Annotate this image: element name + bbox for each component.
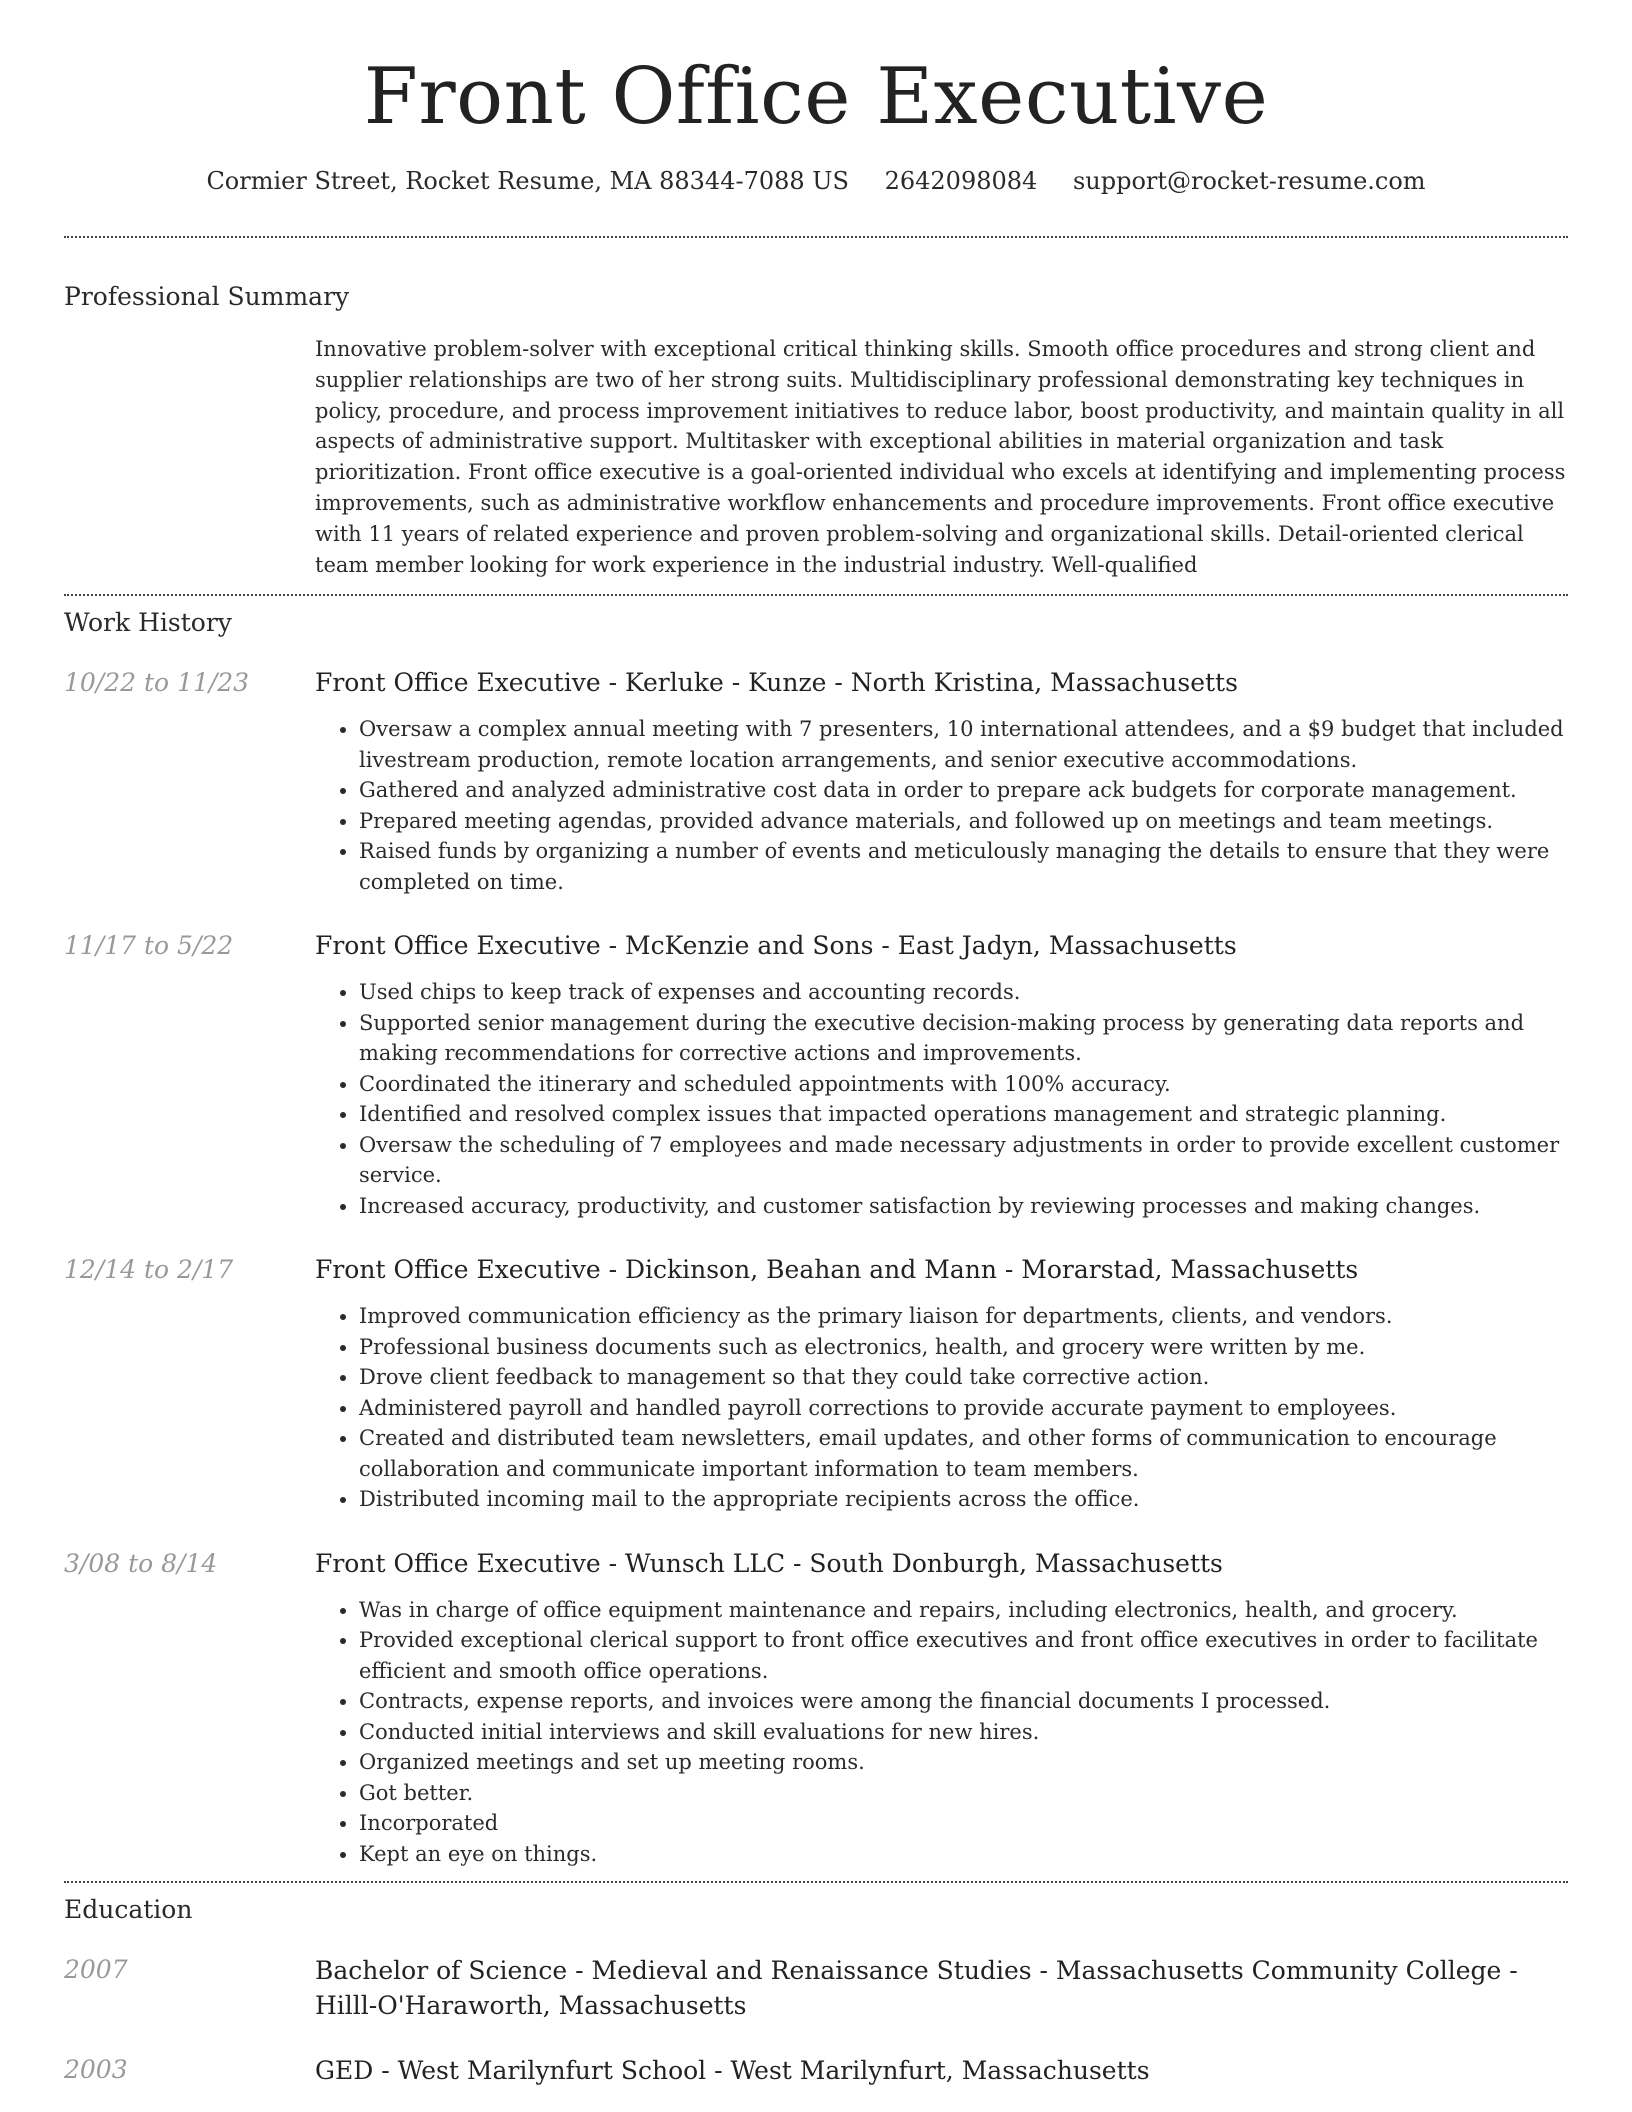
job-dates: 3/08 to 8/14 [64, 1548, 218, 1578]
job-bullet: • Administered payroll and handled payroll corrections to provide accurate payment to employees. [359, 1393, 1568, 1424]
job-bullet: • Got better. [359, 1778, 1568, 1809]
job-content [315, 1547, 1568, 1870]
job-bullet: • Organized meetings and set up meeting rooms. [359, 1747, 1568, 1778]
job-dates: 11/17 to 5/22 [64, 931, 234, 961]
contact-phone: 2642098084 [884, 167, 1038, 195]
job-heading: Front Office Executive - Wunsch LLC - South Donburgh, Massachusetts [315, 1548, 1223, 1578]
job-bullet: • Drove client feedback to management so that they could take corrective action. [359, 1362, 1568, 1393]
section-divider [64, 236, 1568, 238]
section-divider [64, 594, 1568, 596]
education-heading: Bachelor of Science - Medieval and Renaissance Studies - Massachusetts Community College - Hilll-O'Haraworth, Massachusetts [315, 1956, 1518, 2021]
job-bullet: • Raised funds by organizing a number of events and meticulously managing the details to ensure that they were completed on time. [359, 836, 1568, 897]
resume-name: Front Office Executive [363, 52, 1269, 142]
job-bullet: • Coordinated the itinerary and scheduled appointments with 100% accuracy. [359, 1069, 1568, 1100]
resume-page [64, 0, 1568, 2088]
job-entry [64, 666, 1568, 897]
section-divider [64, 1881, 1568, 1883]
job-entry [64, 929, 1568, 1221]
education-year: 2003 [64, 2055, 128, 2085]
job-bullets [315, 1595, 1568, 1870]
job-bullet: • Incorporated [359, 1808, 1568, 1839]
job-content [315, 666, 1568, 897]
contact-email: support@rocket-resume.com [1072, 167, 1426, 195]
education-year: 2007 [64, 1955, 128, 1985]
contact-line [64, 166, 1568, 196]
job-bullets [315, 714, 1568, 897]
work-history-section [64, 608, 1568, 1869]
job-heading: Front Office Executive - Dickinson, Beahan and Mann - Morarstad, Massachusetts [315, 1255, 1359, 1285]
section-title-work-history: Work History [64, 608, 232, 638]
job-bullet: • Professional business documents such as electronics, health, and grocery were written by me. [359, 1332, 1568, 1363]
job-bullet: • Provided exceptional clerical support to front office executives and front office executives in order to facilitate efficient and smooth office operations. [359, 1625, 1568, 1686]
education-content [315, 2053, 1568, 2088]
job-bullet: • Created and distributed team newsletters, email updates, and other forms of communication to encourage collaboration and communicate important information to team members. [359, 1423, 1568, 1484]
job-bullet: • Kept an eye on things. [359, 1839, 1568, 1870]
education-entry [64, 2053, 1568, 2088]
job-bullet: • Was in charge of office equipment maintenance and repairs, including electronics, health, and grocery. [359, 1595, 1568, 1626]
job-bullet: • Identified and resolved complex issues that impacted operations management and strategic planning. [359, 1099, 1568, 1130]
job-entry [64, 1547, 1568, 1870]
education-heading: GED - West Marilynfurt School - West Marilynfurt, Massachusetts [315, 2056, 1150, 2086]
job-bullet: • Improved communication efficiency as the primary liaison for departments, clients, and vendors. [359, 1301, 1568, 1332]
job-bullet: • Gathered and analyzed administrative cost data in order to prepare ack budgets for corporate management. [359, 775, 1568, 806]
job-heading: Front Office Executive - McKenzie and Sons - East Jadyn, Massachusetts [315, 931, 1237, 961]
education-section [64, 1895, 1568, 2088]
section-title-summary: Professional Summary [64, 282, 350, 311]
job-bullets [315, 977, 1568, 1221]
job-bullet: • Supported senior management during the executive decision-making process by generating data reports and making recommendations for corrective actions and improvements. [359, 1008, 1568, 1069]
job-bullet: • Contracts, expense reports, and invoices were among the financial documents I processed. [359, 1686, 1568, 1717]
job-bullet: • Increased accuracy, productivity, and customer satisfaction by reviewing processes and making changes. [359, 1191, 1568, 1222]
job-bullet: • Used chips to keep track of expenses and accounting records. [359, 977, 1568, 1008]
job-heading: Front Office Executive - Kerluke - Kunze - North Kristina, Massachusetts [315, 668, 1238, 698]
job-bullet: • Oversaw the scheduling of 7 employees and made necessary adjustments in order to provide excellent customer service. [359, 1130, 1568, 1191]
job-bullet: • Oversaw a complex annual meeting with 7 presenters, 10 international attendees, and a $9 budget that included livestream production, remote location arrangements, and senior executive accommodations. [359, 714, 1568, 775]
education-content [315, 1953, 1568, 2023]
job-dates: 10/22 to 11/23 [64, 668, 250, 698]
job-content [315, 929, 1568, 1221]
job-entry [64, 1253, 1568, 1515]
job-bullets [315, 1301, 1568, 1515]
professional-summary-section [64, 282, 1568, 580]
summary-text: Innovative problem-solver with exceptional critical thinking skills. Smooth office procedures and strong client and supplier relationships are two of her strong suits. Multidisciplinary professional demonstrating key techniques in policy, procedure, and process improvement initiatives to reduce labor, boost productivity, and maintain quality in all aspects of administrative support. Multitasker with exceptional abilities in material organization and task prioritization. Front office executive is a goal-oriented individual who excels at identifying and implementing process improvements, such as administrative workflow enhancements and procedure improvements. Front office executive with 11 years of related experience and proven problem-solving and organizational skills. Detail-oriented clerical team member looking for work experience in the industrial industry. Well-qualified [315, 337, 1566, 577]
contact-address: Cormier Street, Rocket Resume, MA 88344-7088 US [206, 167, 849, 195]
job-bullet: • Conducted initial interviews and skill evaluations for new hires. [359, 1717, 1568, 1748]
job-content [315, 1253, 1568, 1515]
education-entry [64, 1953, 1568, 2023]
job-bullet: • Prepared meeting agendas, provided advance materials, and followed up on meetings and team meetings. [359, 806, 1568, 837]
job-dates: 12/14 to 2/17 [64, 1255, 234, 1285]
job-bullet: • Distributed incoming mail to the appropriate recipients across the office. [359, 1484, 1568, 1515]
section-title-education: Education [64, 1895, 193, 1925]
